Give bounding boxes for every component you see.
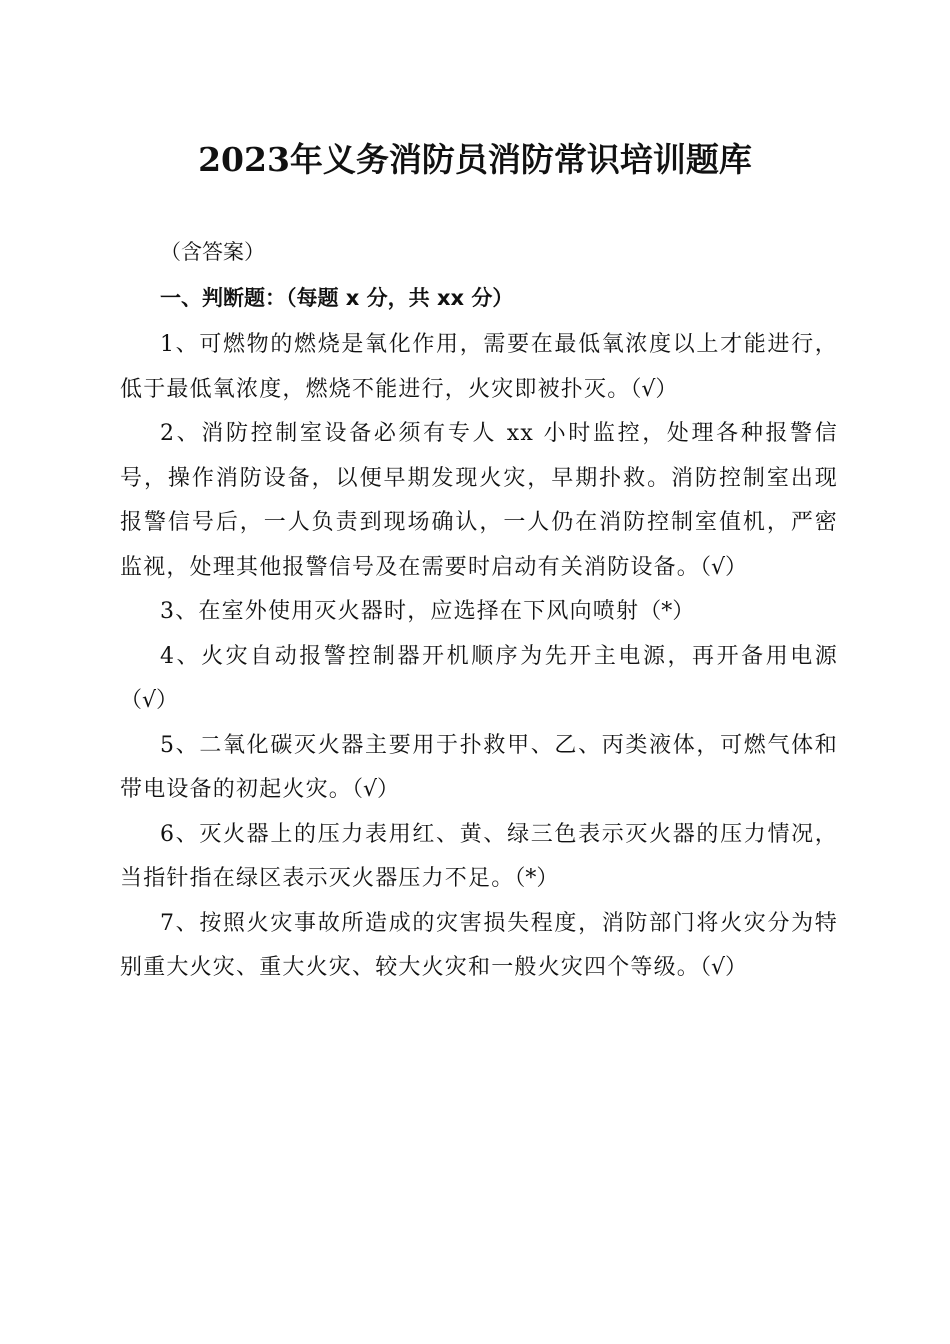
document-title: 2023年义务消防员消防常识培训题库 [198, 140, 752, 179]
question-2 [120, 412, 838, 590]
question-3 [120, 590, 838, 635]
question-list [120, 323, 838, 991]
question-7 [120, 902, 838, 991]
question-text: 3、在室外使用灭火器时，应选择在下风向喷射 [160, 599, 640, 624]
question-6 [120, 813, 838, 902]
question-answer: （*） [639, 599, 695, 624]
question-answer: （*） [514, 866, 559, 891]
question-answer: （√） [700, 554, 748, 580]
question-4 [120, 635, 838, 724]
question-text: 6、灭火器上的压力表用红、黄、绿三色表示灭火器的压力情况，当指针指在绿区表示灭火器压力不足。 [120, 821, 838, 891]
question-text: 1、可燃物的燃烧是氧化作用，需要在最低氧浓度以上才能进行，低于最低氧浓度，燃烧不能进行，火灾即被扑灭。 [120, 332, 838, 402]
question-answer: （√） [352, 777, 400, 802]
document-subtitle: （含答案） [160, 240, 265, 264]
question-1 [120, 323, 838, 412]
question-answer: （√） [700, 955, 748, 980]
question-5 [120, 724, 838, 813]
question-text: 4、火灾自动报警控制器开机顺序为先开主电源，再开备用电源 [160, 643, 838, 669]
question-answer: （√） [630, 376, 678, 402]
question-answer: （√） [120, 688, 179, 713]
question-text: 2、消防控制室设备必须有专人 xx 小时监控，处理各种报警信号，操作消防设备，以便早期发现火灾，早期扑救。消防控制室出现报警信号后，一人负责到现场确认，一人仍在消防控制室值机，严密监视，处理其他报警信号及在需要时启动有关消防设备。 [120, 421, 838, 580]
question-text: 5、二氧化碳灭火器主要用于扑救甲、乙、丙类液体，可燃气体和带电设备的初起火灾。 [120, 732, 838, 802]
section-heading: 一、判断题：（每题 x 分，共 xx 分） [160, 286, 514, 310]
question-text: 7、按照火灾事故所造成的灾害损失程度，消防部门将火灾分为特别重大火灾、重大火灾、较大火灾和一般火灾四个等级。 [120, 910, 838, 980]
